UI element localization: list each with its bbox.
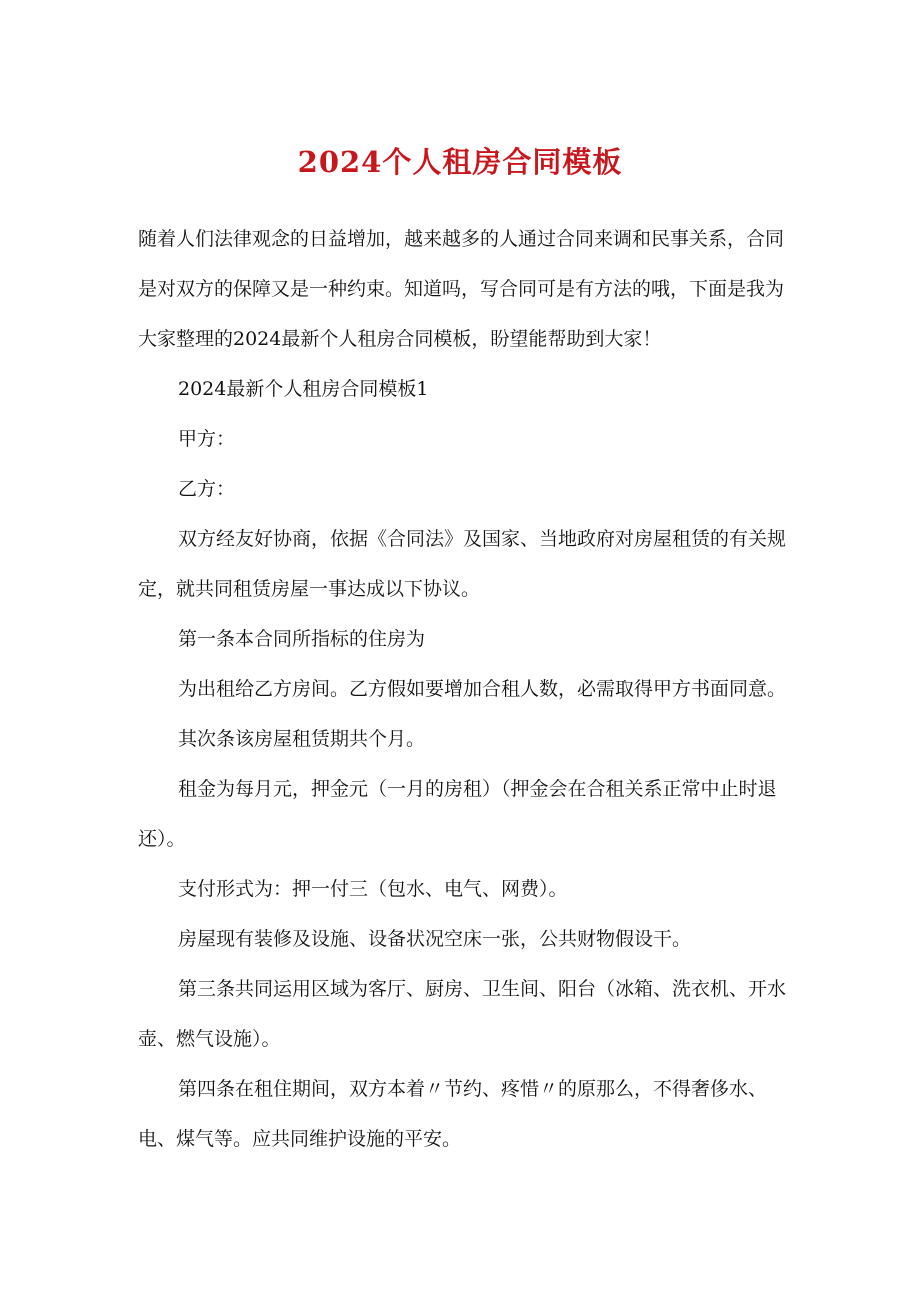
facilities-paragraph: 房屋现有装修及设施、设备状况空床一张，公共财物假设干。: [178, 928, 692, 950]
article-one-paragraph: 第一条本合同所指标的住房为: [178, 628, 426, 650]
document-body: [138, 214, 790, 1164]
article-three-paragraph: 第三条共同运用区域为客厅、厨房、卫生间、阳台（冰箱、洗衣机、开水壶、燃气设施）。: [138, 978, 787, 1050]
article-two-paragraph: 其次条该房屋租赁期共个月。: [178, 728, 426, 750]
intro-paragraph: 随着人们法律观念的日益增加，越来越多的人通过合同来调和民事关系，合同是对双方的保障又是一种约束。知道吗，写合同可是有方法的哦，下面是我为大家整理的2024最新个人租房合同模板，盼望能帮助到大家！: [138, 228, 785, 350]
rent-deposit-paragraph: 租金为每月元，押金元（一月的房租）（押金会在合租关系正常中止时退还）。: [138, 778, 777, 850]
party-b-label: 乙方：: [178, 478, 236, 500]
article-four-paragraph: 第四条在租住期间，双方本着〃节约、疼惜〃的原那么，不得奢侈水、电、煤气等。应共同维护设施的平安。: [138, 1078, 768, 1150]
payment-form-paragraph: 支付形式为：押一付三（包水、电气、网费）。: [178, 878, 568, 900]
party-a-label: 甲方：: [178, 428, 236, 450]
agreement-paragraph: 双方经友好协商，依据《合同法》及国家、当地政府对房屋租赁的有关规定，就共同租赁房屋一事达成以下协议。: [138, 528, 787, 600]
section-heading: 2024最新个人租房合同模板1: [178, 378, 429, 400]
document-title: 2024个人租房合同模板: [297, 145, 623, 179]
rental-room-paragraph: 为出租给乙方房间。乙方假如要增加合租人数，必需取得甲方书面同意。: [178, 678, 787, 700]
